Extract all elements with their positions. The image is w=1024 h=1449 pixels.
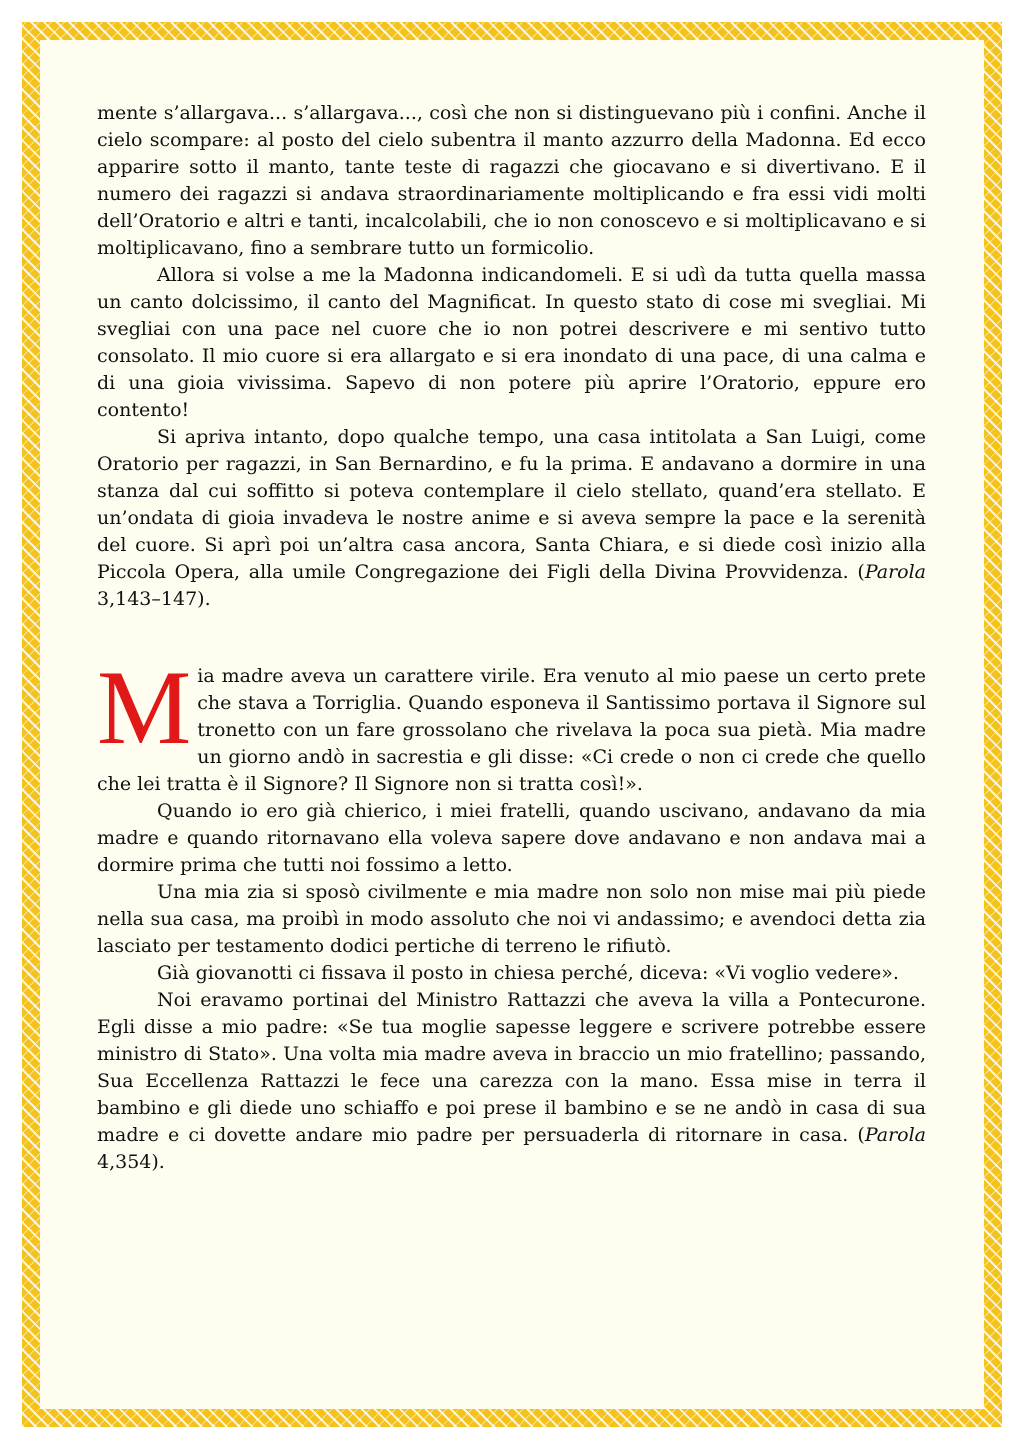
paragraph-text: Noi eravamo portinai del Ministro Rattazzi che aveva la villa a Pontecurone. Egli disse a mio padre: «Se tua moglie sapesse leggere e scrivere potrebbe essere ministro di Stato». Una volta mia madre aveva in braccio un mio fratellino; passando, Sua Eccellenza Rattazzi le fece una carezza con la mano. Essa mise in terra il bambino e gli diede uno schiaffo e poi prese il bambino e se ne andò in casa di sua madre e ci dovette andare mio padre per persuaderla di ritornare in casa. ( xyxy=(97,989,926,1146)
paragraph: Allora si volse a me la Madonna indicandomeli. E si udì da tutta quella massa un canto dolcissimo, il canto del Magnificat. In questo stato di cose mi svegliai. Mi svegliai con una pace nel cuore che io non potrei descrivere e mi sentivo tutto consolato. Il mio cuore si era allargato e si era inondato di una pace, di una calma e di una gioia vivissima. Sapevo di non potere più aprire l’Oratorio, eppure ero contento! xyxy=(97,264,926,421)
paragraph xyxy=(97,663,926,798)
paragraph xyxy=(97,987,926,1176)
text-body xyxy=(97,100,926,1176)
source-reference: 4,354). xyxy=(97,1151,165,1173)
paragraph: Una mia zia si sposò civilmente e mia madre non solo non mise mai più piede nella sua casa, ma proibì in modo assoluto che noi vi andassimo; e avendoci detta zia lasciato per testamento dodici pertiche di terreno le rifiutò. xyxy=(97,881,926,957)
section-gap xyxy=(97,613,926,663)
source-reference: 3,143–147). xyxy=(97,588,211,610)
paragraph: mente s’allargava... s’allargava..., così che non si distinguevano più i confini. Anche il cielo scompare: al posto del cielo subentra il manto azzurro della Madonna. Ed ecco apparire sotto il manto, tante teste di ragazzi che giocavano e si divertivano. E il numero dei ragazzi si andava straordinariamente moltiplicando e fra essi vidi molti dell’Oratorio e altri e tanti, incalcolabili, che io non conoscevo e si moltiplicavano e si moltiplicavano, fino a sembrare tutto un formicolio. xyxy=(97,102,926,259)
paragraph xyxy=(97,424,926,613)
paragraph: Già giovanotti ci fissava il posto in chiesa perché, diceva: «Vi voglio vedere». xyxy=(157,962,899,984)
paragraph-text: ia madre aveva un carattere virile. Era venuto al mio paese un certo prete che stava a Torriglia. Quando esponeva il Santissimo portava il Signore sul tronetto con un fare grossolano che rivelava la poca sua pietà. Mia madre un giorno andò in sacrestia e gli disse: «Ci crede o non ci crede che quello che lei tratta è il Signore? Il Signore non si tratta così!». xyxy=(97,665,926,795)
source-title: Parola xyxy=(864,561,926,583)
paragraph: Quando io ero già chierico, i miei fratelli, quando uscivano, andavano da mia madre e quando ritornavano ella voleva sapere dove andavano e non andava mai a dormire prima che tutti noi fossimo a letto. xyxy=(97,800,926,876)
drop-cap: M xyxy=(97,663,192,766)
source-title: Parola xyxy=(864,1124,926,1146)
paragraph-text: Si apriva intanto, dopo qualche tempo, una casa intitolata a San Luigi, come Oratorio per ragazzi, in San Bernardino, e fu la prima. E andavano a dormire in una stanza dal cui soffitto si poteva contemplare il cielo stellato, quand’era stellato. E un’ondata di gioia invadeva le nostre anime e si aveva sempre la pace e la serenità del cuore. Si aprì poi un’altra casa ancora, Santa Chiara, e si diede così inizio alla Piccola Opera, alla umile Congregazione dei Figli della Divina Provvidenza. ( xyxy=(97,426,926,583)
